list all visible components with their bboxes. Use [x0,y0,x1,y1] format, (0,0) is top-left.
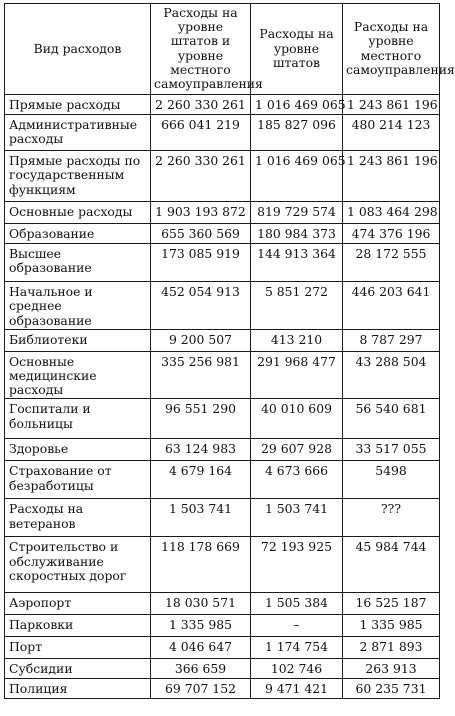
expense-type-cell: Основные расходы [5,202,151,224]
expense-type-cell: Библиотеки [5,329,151,351]
local-cell: 1 335 985 [343,615,440,637]
state-cell: 9 471 421 [251,679,343,699]
expense-type-cell: Госпитали и больницы [5,399,151,439]
state-and-local-cell: 18 030 571 [151,593,251,615]
table-row [5,282,440,330]
local-cell: 2 871 893 [343,637,440,659]
state-and-local-cell: 4 679 164 [151,461,251,499]
state-cell: 413 210 [251,329,343,351]
table-row [5,151,440,202]
table-row [5,615,440,637]
expense-type-cell: Расходы на ветеранов [5,499,151,537]
expense-type-cell: Прямые расходы по государственным функциям [5,151,151,202]
table-row [5,244,440,282]
header-state: Расходы на уровне штатов [251,4,343,95]
expense-type-cell: Порт [5,637,151,659]
state-and-local-cell: 2 260 330 261 [151,151,251,202]
local-cell: 43 288 504 [343,351,440,399]
expense-type-cell: Административные расходы [5,115,151,151]
state-cell: 1 016 469 065 [251,95,343,115]
table-row [5,461,440,499]
expense-type-cell: Субсидии [5,659,151,679]
local-cell: 474 376 196 [343,224,440,244]
local-cell: 33 517 055 [343,439,440,461]
state-and-local-cell: 1 335 985 [151,615,251,637]
table-row [5,351,440,399]
header-state-and-local: Расходы на уровне штатов и уровне местного самоуправления [151,4,251,95]
state-cell: 291 968 477 [251,351,343,399]
expense-type-cell: Строительство и обслуживание скоростных дорог [5,537,151,593]
table-body [5,95,440,699]
state-and-local-cell: 4 046 647 [151,637,251,659]
table-row [5,679,440,699]
table-row [5,95,440,115]
table-row [5,499,440,537]
header-local: Расходы на уровне местного самоуправления [343,4,440,95]
local-cell: 28 172 555 [343,244,440,282]
expense-type-cell: Аэропорт [5,593,151,615]
state-and-local-cell: 366 659 [151,659,251,679]
state-cell: 180 984 373 [251,224,343,244]
state-and-local-cell: 452 054 913 [151,282,251,330]
state-and-local-cell: 69 707 152 [151,679,251,699]
state-cell: 1 503 741 [251,499,343,537]
table-row [5,659,440,679]
state-cell: 72 193 925 [251,537,343,593]
table-row [5,329,440,351]
local-cell: 5498 [343,461,440,499]
local-cell: 446 203 641 [343,282,440,330]
local-cell: 56 540 681 [343,399,440,439]
expense-type-cell: Страхование от безработицы [5,461,151,499]
state-and-local-cell: 2 260 330 261 [151,95,251,115]
expense-type-cell: Здоровье [5,439,151,461]
expense-type-cell: Основные медицинские расходы [5,351,151,399]
state-cell: 102 746 [251,659,343,679]
state-and-local-cell: 335 256 981 [151,351,251,399]
table-row [5,224,440,244]
state-cell: 185 827 096 [251,115,343,151]
state-cell: 144 913 364 [251,244,343,282]
expense-type-cell: Парковки [5,615,151,637]
state-and-local-cell: 63 124 983 [151,439,251,461]
expense-type-cell: Полиция [5,679,151,699]
local-cell: 8 787 297 [343,329,440,351]
state-and-local-cell: 1 503 741 [151,499,251,537]
state-cell: 29 607 928 [251,439,343,461]
table-row [5,115,440,151]
state-cell: 1 174 754 [251,637,343,659]
state-and-local-cell: 666 041 219 [151,115,251,151]
expense-type-cell: Прямые расходы [5,95,151,115]
table-row [5,439,440,461]
state-cell: 1 016 469 065 [251,151,343,202]
expense-type-cell: Высшее образование [5,244,151,282]
local-cell: 263 913 [343,659,440,679]
table-row [5,537,440,593]
state-and-local-cell: 9 200 507 [151,329,251,351]
local-cell: 60 235 731 [343,679,440,699]
header-row [5,4,440,95]
local-cell: 1 243 861 196 [343,151,440,202]
local-cell: 16 525 187 [343,593,440,615]
table-row [5,399,440,439]
table-row [5,637,440,659]
expense-type-cell: Образование [5,224,151,244]
state-and-local-cell: 96 551 290 [151,399,251,439]
state-cell: 5 851 272 [251,282,343,330]
local-cell: 1 243 861 196 [343,95,440,115]
table-row [5,202,440,224]
expenses-table [4,3,455,699]
state-and-local-cell: 173 085 919 [151,244,251,282]
local-cell: ??? [343,499,440,537]
expense-type-cell: Начальное и среднее образование [5,282,151,330]
local-cell: 1 083 464 298 [343,202,440,224]
local-cell: 480 214 123 [343,115,440,151]
state-cell: – [251,615,343,637]
state-cell: 4 673 666 [251,461,343,499]
state-cell: 819 729 574 [251,202,343,224]
state-and-local-cell: 1 903 193 872 [151,202,251,224]
state-cell: 40 010 609 [251,399,343,439]
state-and-local-cell: 655 360 569 [151,224,251,244]
header-expense-type: Вид расходов [5,4,151,95]
table-row [5,593,440,615]
state-and-local-cell: 118 178 669 [151,537,251,593]
local-cell: 45 984 744 [343,537,440,593]
state-cell: 1 505 384 [251,593,343,615]
